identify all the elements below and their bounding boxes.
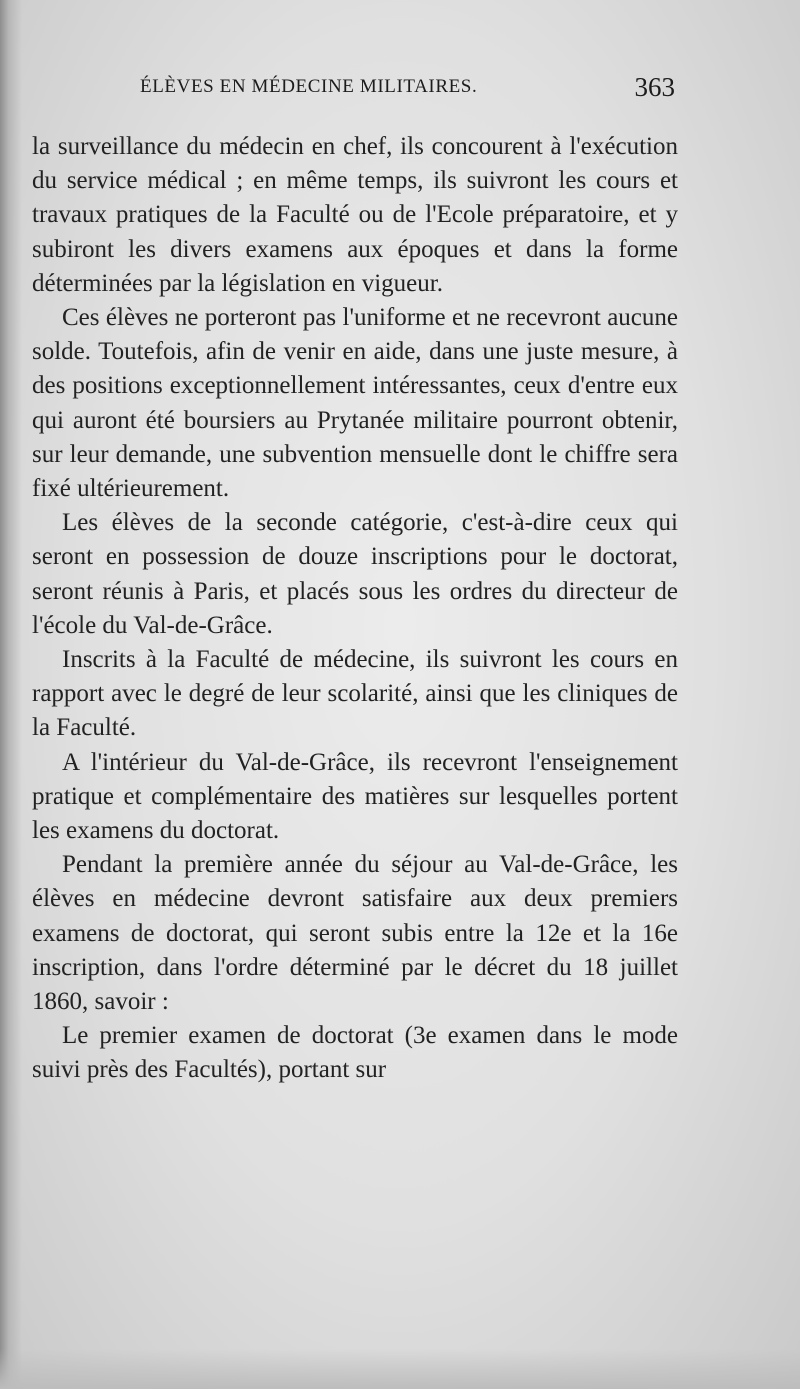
body-text (32, 130, 678, 1088)
paragraph-2: Ces élèves ne porteront pas l'uniforme et ne recevront aucune solde. Toutefois, afin de venir en aide, dans une juste mesure, à des positions exceptionnellement intéressantes, ceux d'entre eux qui auront été boursiers au Prytanée militaire pourront obtenir, sur leur demande, une subvention mensuelle dont le chiffre sera fixé ultérieurement. (32, 304, 678, 503)
page-bottom-shadow (0, 1349, 800, 1389)
page-number: 363 (634, 72, 675, 102)
page-header (140, 72, 675, 108)
paragraph-6: Pendant la première année du séjour au Val-de-Grâce, les élèves en médecine devront satisfaire aux deux premiers examens de doctorat, qui seront subis entre la 12e et la 16e inscription, dans l'ordre déterminé par le décret du 18 juillet 1860, savoir : (32, 851, 678, 1016)
running-title: ÉLÈVES EN MÉDECINE MILITAIRES. (140, 76, 478, 97)
page-gutter-shadow (0, 0, 22, 1389)
paragraph-4: Inscrits à la Faculté de médecine, ils suivront les cours en rapport avec le degré de leur scolarité, ainsi que les cliniques de la Faculté. (32, 646, 678, 742)
paragraph-5: A l'intérieur du Val-de-Grâce, ils recevront l'enseignement pratique et complémentaire des matières sur lesquelles portent les examens du doctorat. (32, 748, 678, 845)
paragraph-3: Les élèves de la seconde catégorie, c'est-à-dire ceux qui seront en possession de douze inscriptions pour le doctorat, seront réunis à Paris, et placés sous les ordres du directeur de l'école du Val-de-Grâce. (32, 509, 678, 639)
paragraph-1: la surveillance du médecin en chef, ils concourent à l'exécution du service médical ; en même temps, ils suivront les cours et travaux pratiques de la Faculté ou de l'Ecole préparatoire, et y subiront les divers examens aux époques et dans la forme déterminées par la législation en vigueur. (32, 133, 678, 297)
paragraph-7: Le premier examen de doctorat (3e examen dans le mode suivi près des Facultés), portant sur (32, 1022, 678, 1084)
